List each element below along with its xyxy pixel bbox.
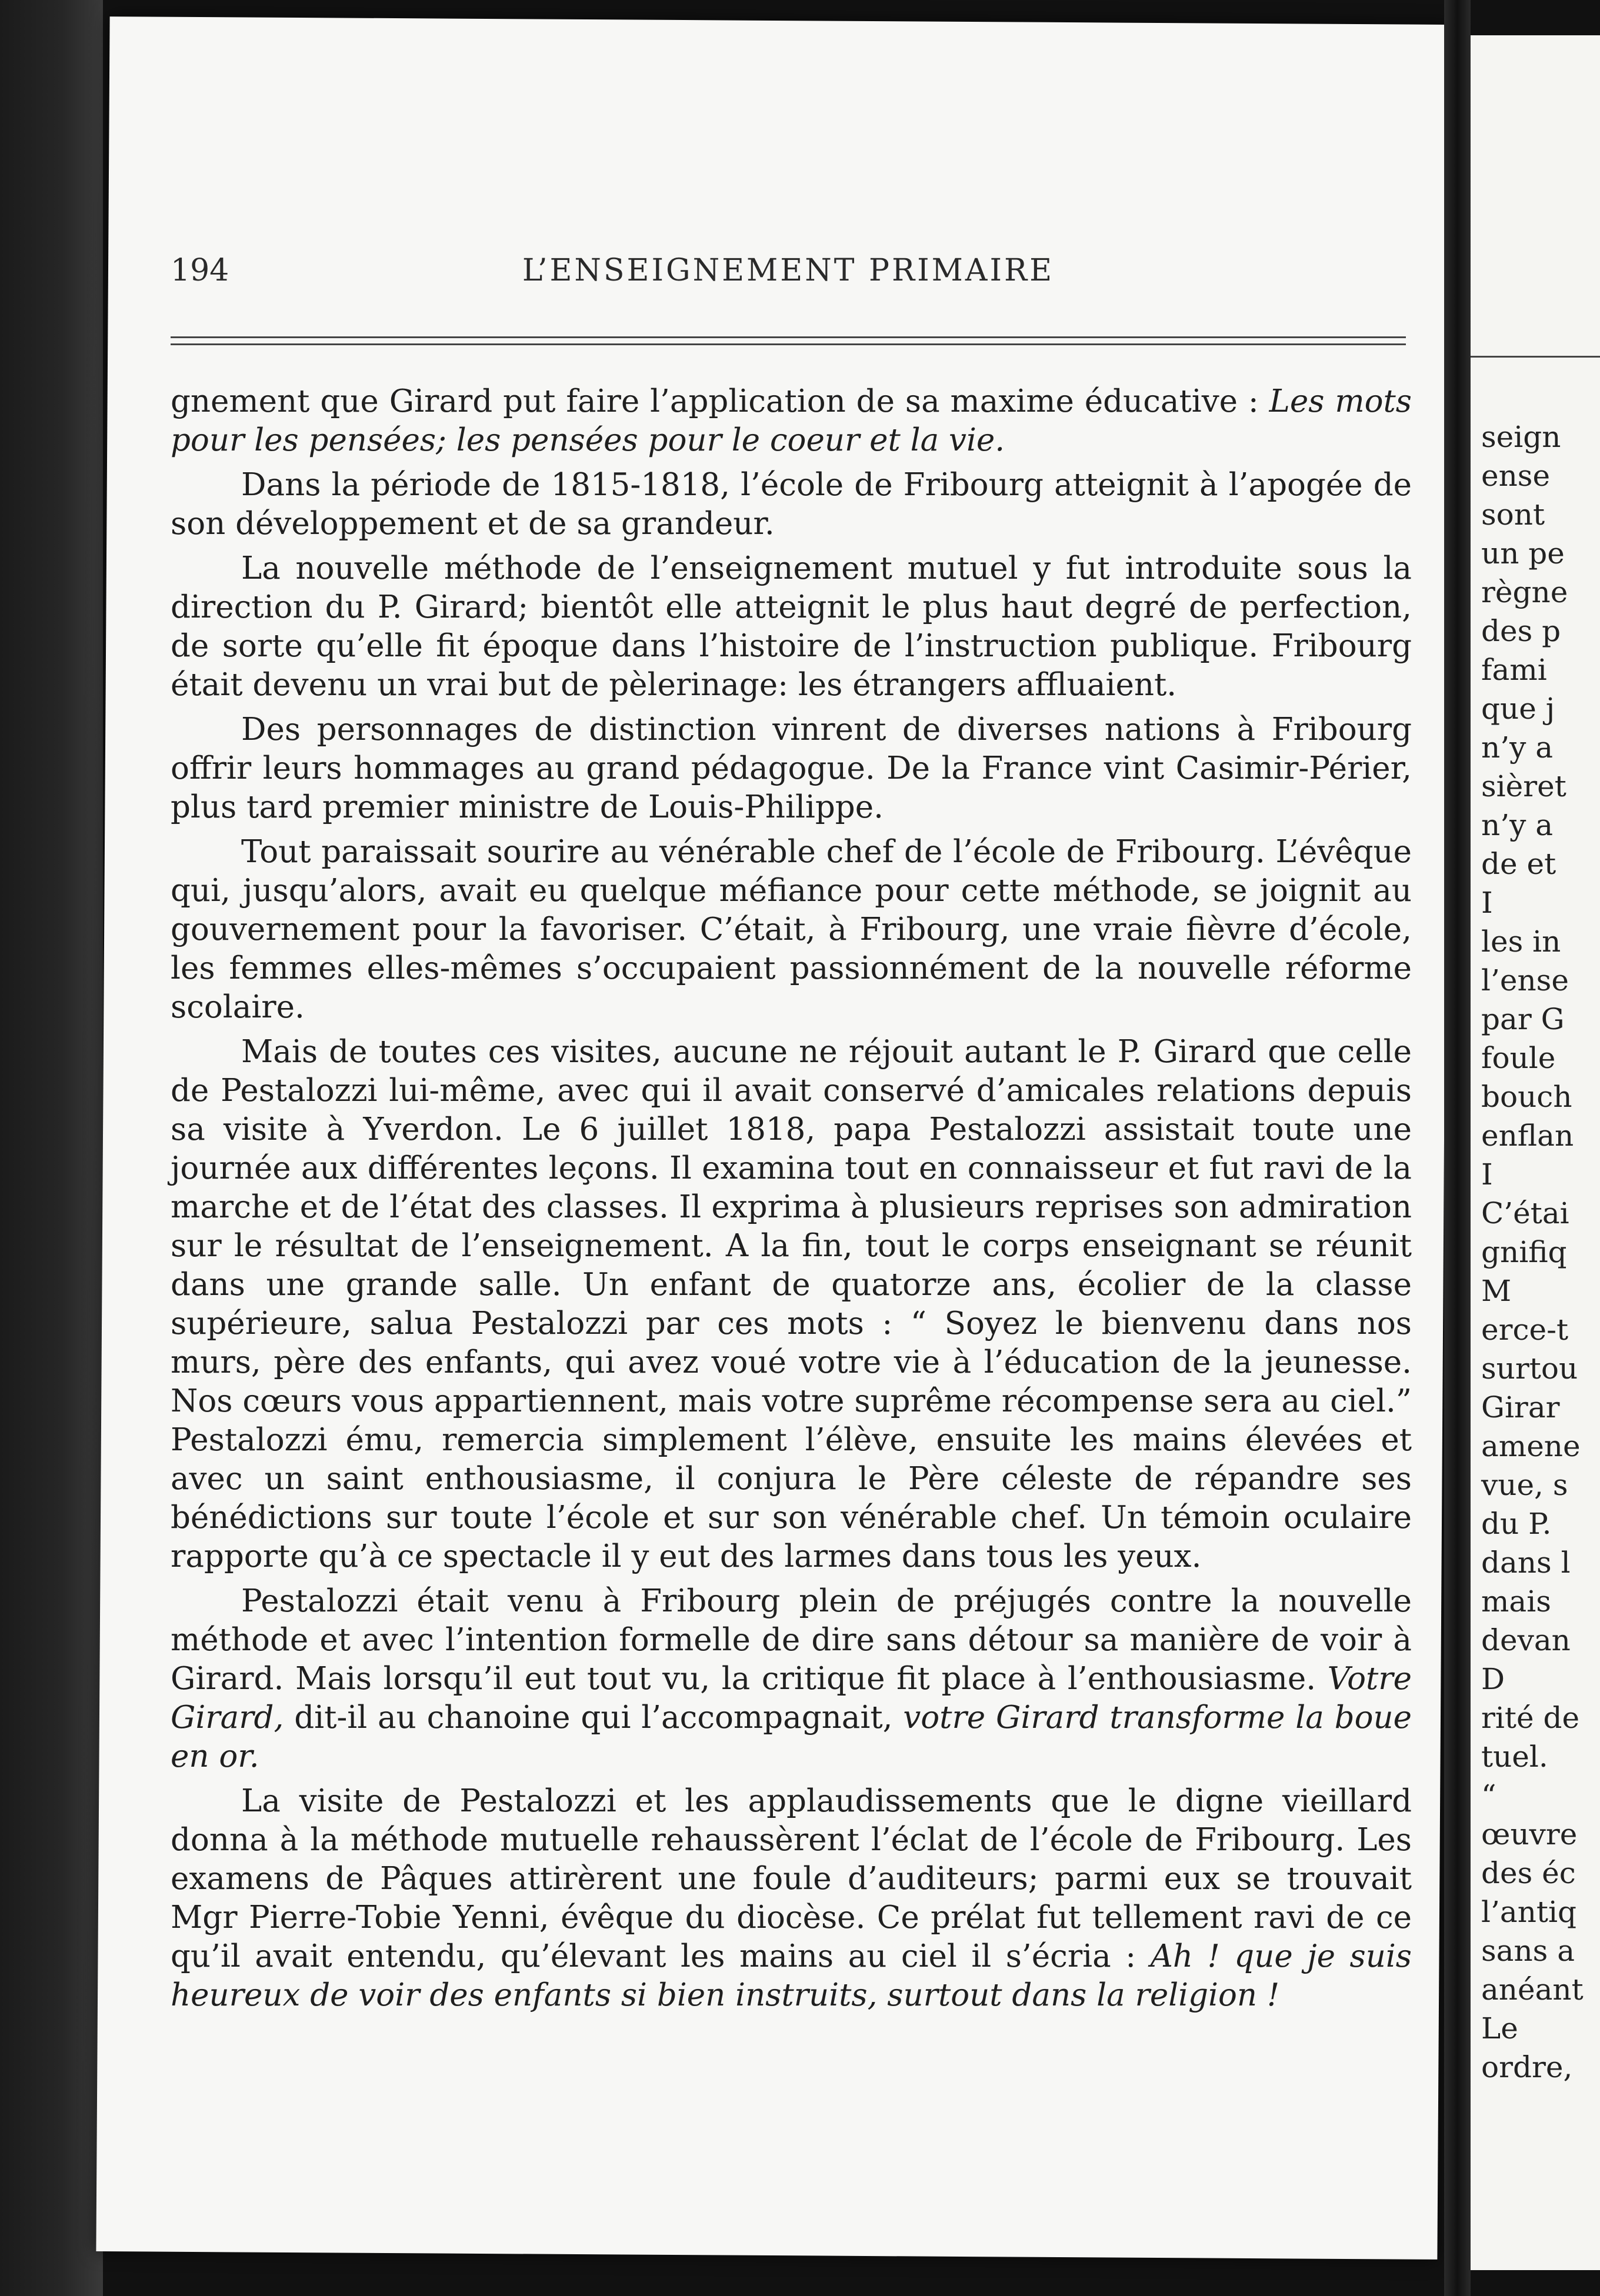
facing-page-line: que j	[1481, 692, 1555, 726]
paragraph	[171, 549, 1412, 705]
facing-page-line: M	[1481, 1274, 1512, 1308]
facing-page-text	[1481, 418, 1584, 2087]
facing-page-line: règne	[1481, 575, 1568, 609]
facing-page-line: par G	[1481, 1002, 1565, 1036]
facing-page-line: devan	[1481, 1623, 1571, 1657]
paragraph	[171, 1033, 1412, 1576]
facing-page-line: Girar	[1481, 1390, 1560, 1424]
facing-page-line: D	[1481, 1662, 1505, 1696]
paragraph	[171, 1782, 1412, 2015]
page-header	[171, 253, 1406, 300]
facing-page-line: sièret	[1481, 769, 1566, 803]
paragraph-text: Dans la période de 1815-1818, l’école de Fribourg atteignit à l’apogée de son développement et de sa grandeur.	[171, 467, 1412, 542]
facing-page	[1471, 35, 1600, 2270]
facing-page-line: Le	[1481, 2011, 1518, 2045]
paragraph-text: Mais de toutes ces visites, aucune ne réjouit autant le P. Girard que celle de Pestalozzi lui-même, avec qui il avait conservé d’amicales relations depuis sa visite à Yverdon. Le 6 juillet 1818, papa Pestalozzi assistait toute une journée aux différentes leçons. Il examina tout en connaisseur et fut ravi de la marche et de l’état des classes. Il exprima à plusieurs reprises son admiration sur le résultat de l’enseignement. A la fin, tout le corps enseignant se réunit dans une grande salle. Un enfant de quatorze ans, écolier de la classe supérieure, salua Pestalozzi par ces mots : “ Soyez le bienvenu dans nos murs, père des enfants, qui avez voué votre vie à l’éducation de la jeunesse. Nos cœurs vous appartiennent, mais votre suprême récompense sera au ciel.” Pestalozzi ému, remercia simplement l’élève, ensuite les mains élevées et avec un saint enthousiasme, il conjura le Père céleste de répandre ses bénédictions sur toute l’école et sur son vénérable chef. Un témoin oculaire rapporte qu’à ce spectacle il y eut des larmes dans tous les yeux.	[171, 1034, 1412, 1574]
italic-text: Ah ! que je suis heureux de voir des enfants si bien instruits, surtout dans la religion !	[171, 1938, 1412, 2013]
facing-page-line: erce-t	[1481, 1313, 1569, 1347]
paragraph	[171, 833, 1412, 1027]
facing-page-line: fami	[1481, 653, 1547, 687]
body-text	[171, 382, 1412, 2021]
paragraph-text: La visite de Pestalozzi et les applaudissements que le digne vieillard donna à la méthode mutuelle rehaussèrent l’éclat de l’école de Fribourg. Les examens de Pâques attirèrent une foule d’auditeurs; parmi eux se trouvait Mgr Pierre-Tobie Yenni, évêque du diocèse. Ce prélat fut tellement ravi de ce qu’il avait entendu, qu’élevant les mains au ciel il s’écria :	[171, 1783, 1412, 1974]
facing-page-line: surtou	[1481, 1351, 1578, 1386]
facing-page-line: des éc	[1481, 1856, 1576, 1890]
facing-page-line: un pe	[1481, 536, 1565, 570]
scan-left-edge	[0, 0, 103, 2296]
facing-page-line: œuvre	[1481, 1817, 1578, 1851]
facing-page-line: I	[1481, 886, 1493, 920]
facing-page-line: vue, s	[1481, 1468, 1568, 1502]
paragraph	[171, 466, 1412, 543]
facing-page-line: des p	[1481, 614, 1561, 648]
facing-page-line: I	[1481, 1157, 1493, 1192]
facing-page-line: ordre,	[1481, 2050, 1573, 2084]
facing-page-line: bouch	[1481, 1080, 1572, 1114]
paragraph-text: La nouvelle méthode de l’enseignement mutuel y fut introduite sous la direction du P. Girard; bientôt elle atteignit le plus haut degré de perfection, de sorte qu’elle fit époque dans l’histoire de l’instruction publique. Fribourg était devenu un vrai but de pèlerinage: les étrangers affluaient.	[171, 550, 1412, 703]
facing-page-line: mais	[1481, 1584, 1551, 1618]
facing-page-line: ense	[1481, 459, 1551, 493]
facing-page-line: anéant	[1481, 1973, 1584, 2007]
facing-page-line: l’antiq	[1481, 1895, 1576, 1929]
facing-page-line: foule	[1481, 1041, 1556, 1075]
facing-page-line: les in	[1481, 925, 1561, 959]
facing-page-line: enflan	[1481, 1119, 1574, 1153]
italic-text: votre Girard transforme la boue en or.	[171, 1700, 1412, 1774]
facing-page-line: gnifiq	[1481, 1235, 1567, 1269]
header-rule-top	[171, 336, 1406, 338]
facing-page-line: sans a	[1481, 1934, 1575, 1968]
paragraph	[171, 382, 1412, 460]
facing-page-line: seign	[1481, 420, 1561, 454]
facing-page-line: n’y a	[1481, 730, 1554, 765]
facing-page-line: tuel.	[1481, 1740, 1548, 1774]
running-title: L’ENSEIGNEMENT PRIMAIRE	[522, 253, 1055, 288]
facing-page-line: dans l	[1481, 1546, 1571, 1580]
facing-page-line: amene	[1481, 1429, 1581, 1463]
paragraph-text: dit-il au chanoine qui l’accompagnait,	[284, 1700, 904, 1736]
facing-page-line: rité de	[1481, 1701, 1580, 1735]
facing-page-line: n’y a	[1481, 808, 1554, 842]
paragraph-text: Tout paraissait sourire au vénérable chef de l’école de Fribourg. L’évêque qui, jusqu’alors, avait eu quelque méfiance pour cette méthode, se joignit au gouvernement pour la favoriser. C’était, à Fribourg, une vraie fièvre d’école, les femmes elles-mêmes s’occupaient passionnément de la nouvelle réforme scolaire.	[171, 834, 1412, 1025]
facing-page-line: du P.	[1481, 1507, 1552, 1541]
paragraph-text: Des personnages de distinction vinrent de diverses nations à Fribourg offrir leurs hommages au grand pédagogue. De la France vint Casimir-Périer, plus tard premier ministre de Louis-Philippe.	[171, 712, 1412, 825]
italic-text: Votre Girard,	[171, 1661, 1412, 1736]
facing-page-line: de et	[1481, 847, 1556, 881]
facing-page-line: C’étai	[1481, 1196, 1569, 1230]
paragraph-text: gnement que Girard put faire l’application de sa maxime éducative :	[171, 383, 1269, 419]
paragraph-text: Pestalozzi était venu à Fribourg plein de préjugés contre la nouvelle méthode et avec l’intention formelle de dire sans détour sa manière de voir à Girard. Mais lorsqu’il eut tout vu, la critique fit place à l’enthousiasme.	[171, 1583, 1412, 1697]
facing-page-line: sont	[1481, 498, 1545, 532]
page-number: 194	[171, 253, 229, 288]
facing-page-line: “	[1481, 1778, 1496, 1813]
book-gutter	[1444, 0, 1471, 2296]
italic-text: Les mots pour les pensées; les pensées pour le coeur et la vie.	[171, 383, 1412, 458]
paragraph	[171, 710, 1412, 827]
facing-page-line: l’ense	[1481, 963, 1569, 997]
header-rule-bottom	[171, 343, 1406, 345]
facing-page-rule	[1471, 356, 1600, 358]
paragraph	[171, 1582, 1412, 1776]
